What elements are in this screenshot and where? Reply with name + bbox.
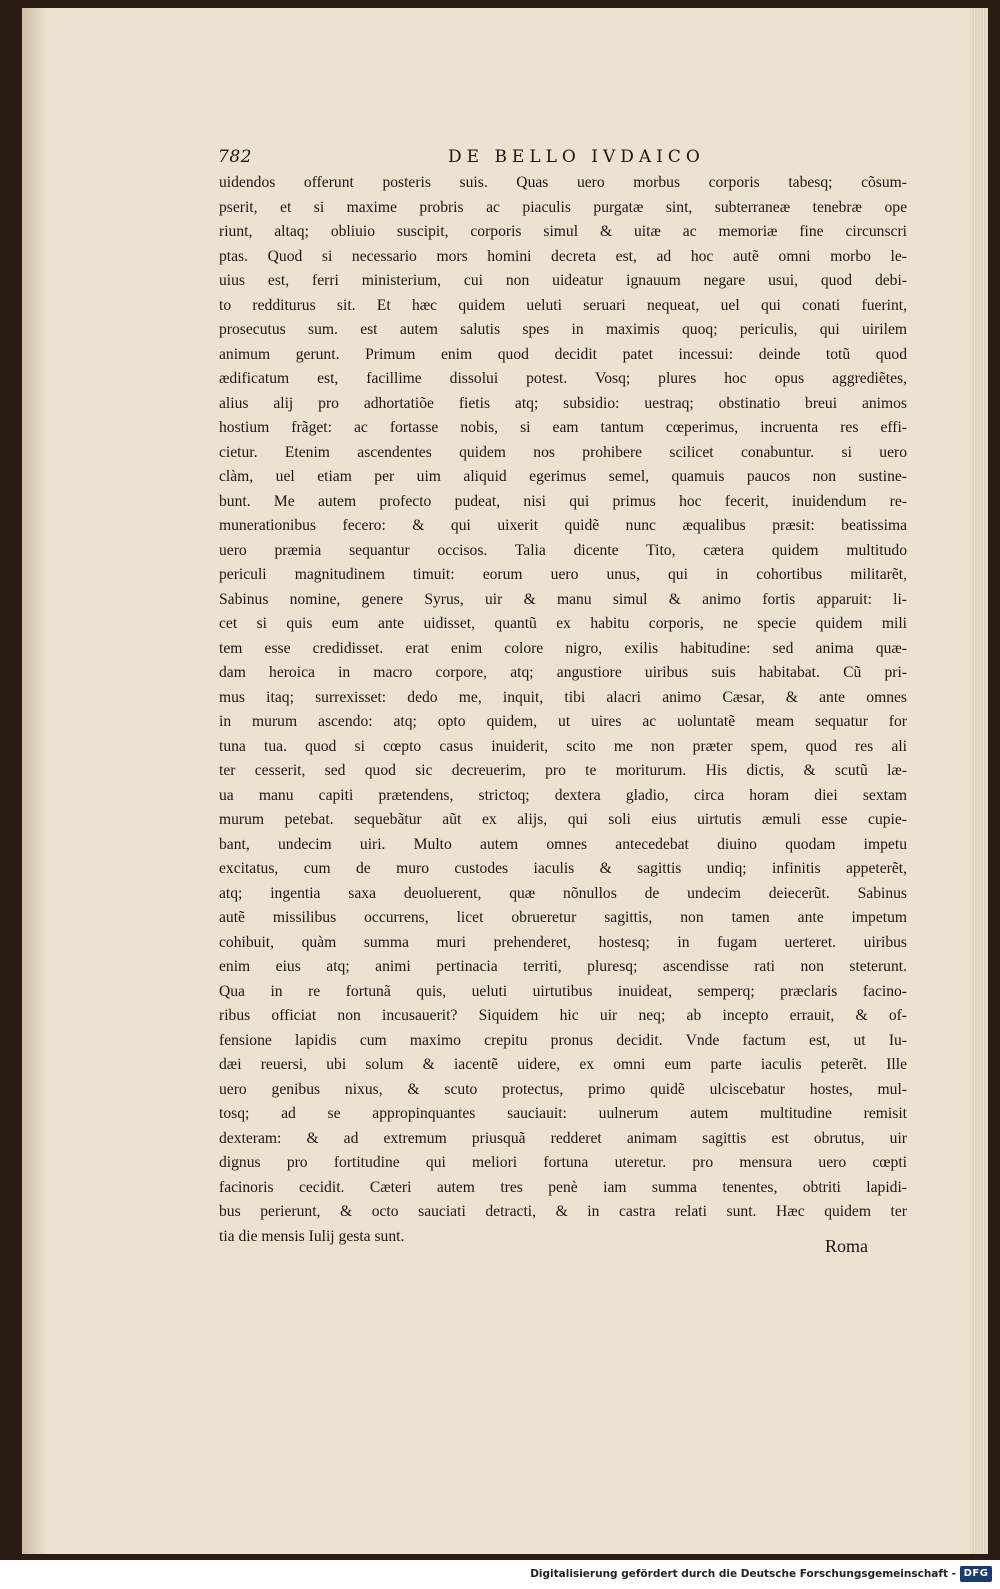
text-line: ter cesserit, sed quod sic decreuerim, pro te moriturum. His dictis, & scutũ læ- bbox=[219, 762, 907, 779]
page-title: DE BELLO IVDAICO bbox=[448, 147, 705, 167]
text-line: facinoris cecidit. Cæteri autem tres penè iam summa tenentes, obtriti lapidi- bbox=[219, 1178, 907, 1196]
text-line: enim eius atq; animi pertinacia territi, pluresq; ascendisse rati non steterunt. bbox=[219, 958, 907, 975]
running-head bbox=[218, 147, 908, 171]
text-line: dignus pro fortitudine qui meliori fortuna uteretur. pro mensura uero cœpti bbox=[219, 1154, 907, 1171]
text-line: bant, undecim uiri. Multo autem omnes antecedebat diuino quodam impetu bbox=[219, 835, 907, 853]
text-line: murum petebat. sequebãtur aũt ex alijs, qui soli eius uirtutis æmuli esse cupie- bbox=[219, 811, 907, 828]
text-line: tia die mensis Iulij gesta sunt. bbox=[219, 1227, 405, 1245]
text-line: munerationibus fecero: & qui uixerit quidẽ nunc æqualibus præsit: beatissima bbox=[219, 517, 907, 534]
text-line: ædificatum est, facillime dissolui potest. Vosq; plures hoc opus aggrediẽtes, bbox=[219, 370, 907, 387]
text-line: riunt, altaq; obliuio suscipit, corporis simul & uitæ ac memoriæ fine circunscri bbox=[219, 223, 907, 240]
text-line: ribus officiat non incusauerit? Siquidem hic uir neq; ab incepto errauit, & of- bbox=[219, 1007, 907, 1024]
text-line: excitatus, cum de muro custodes iaculis & sagittis undiq; infinitis appeterẽt, bbox=[219, 860, 907, 877]
text-line: Qua in re fortunã quis, ueluti uirtutibus inuideat, semperq; præclaris facino- bbox=[219, 982, 907, 1000]
text-line: tem esse credidisset. erat enim colore nigro, exilis habitudine: sed anima quæ- bbox=[219, 639, 907, 657]
text-line: tuna tua. quod si cœpto casus inuiderit, scito me non præter spem, quod res ali bbox=[219, 737, 907, 755]
page-number: 782 bbox=[218, 147, 252, 167]
gutter-shadow bbox=[22, 8, 48, 1554]
footer-credit: Digitalisierung gefördert durch die Deutsche Forschungsgemeinschaft - bbox=[530, 1568, 956, 1580]
text-line: uius est, ferri ministerium, cui non uideatur ignauum negare usui, quod debi- bbox=[219, 272, 907, 289]
text-line: bunt. Me autem profecto pudeat, nisi qui primus hoc fecerit, inuidendum re- bbox=[219, 492, 907, 510]
text-line: uero præmia sequantur occisos. Talia dicente Tito, cætera quidem multitudo bbox=[219, 541, 907, 559]
text-line: clàm, uel etiam per uim aliquid egerimus semel, quamuis paucos non sustine- bbox=[219, 468, 907, 485]
text-line: animum gerunt. Primum enim quod decidit patet incessui: deinde totũ quod bbox=[219, 345, 907, 363]
text-line: uero genibus nixus, & scuto protectus, primo quidẽ ulciscebatur hostes, mul- bbox=[219, 1080, 907, 1098]
text-line: dæi reuersi, ubi solum & iacentẽ uidere, ex omni eum parte iaculis peterẽt. Ille bbox=[219, 1056, 907, 1073]
text-line: uidendos offerunt posteris suis. Quas uero morbus corporis tabesq; cõsum- bbox=[219, 174, 907, 191]
text-line: cietur. Etenim ascendentes quidem nos prohibere scilicet conabuntur. si uero bbox=[219, 443, 907, 461]
text-line: Sabinus nomine, genere Syrus, uir & manu simul & animo fortis apparuit: li- bbox=[219, 590, 907, 608]
text-line: mus itaq; surrexisset: dedo me, inquit, tibi alacri animo Cæsar, & ante omnes bbox=[219, 688, 907, 706]
text-line: cohibuit, quàm summa muri prehenderet, hostesq; in fugam uerteret. uiribus bbox=[219, 933, 907, 951]
catchword: Roma bbox=[825, 1236, 868, 1256]
dfg-logo-icon: DFG bbox=[960, 1566, 992, 1582]
text-line: ua manu capiti prætendens, strictoq; dextera gladio, circa horam diei sextam bbox=[219, 786, 907, 804]
text-line: pserit, et si maxime probris ac piaculis purgatæ sint, subterraneæ tenebræ ope bbox=[219, 198, 907, 216]
text-line: prosecutus sum. est autem salutis spes in maximis quoq; periculis, qui uirilem bbox=[219, 321, 907, 338]
text-line: dexteram: & ad extremum priusquã redderet animam sagittis est obrutus, uir bbox=[219, 1129, 907, 1147]
text-line: bus perierunt, & octo sauciati detracti, & in castra relati sunt. Hæc quidem ter bbox=[219, 1203, 907, 1220]
text-line: hostium frãget: ac fortasse nobis, si eam tantum cœperimus, incruenta res effi- bbox=[219, 419, 907, 436]
text-line: in murum ascendo: atq; opto quidem, ut uires ac uoluntatẽ meam sequatur for bbox=[219, 713, 907, 730]
text-line: atq; ingentia saxa deuoluerent, quæ nõnullos de undecim deiecerũt. Sabinus bbox=[219, 884, 907, 902]
page-edges bbox=[970, 8, 988, 1554]
text-line: cet si quis eum ante uidisset, quantũ ex habitu corporis, ne specie quidem mili bbox=[219, 615, 907, 632]
text-line: to redditurus sit. Et hæc quidem ueluti seruari nequeat, uel qui conati fuerint, bbox=[219, 296, 907, 314]
body-text bbox=[219, 171, 907, 1249]
text-line: periculi magnitudinem timuit: eorum uero unus, qui in cohortibus militarẽt, bbox=[219, 566, 907, 583]
text-line: tosq; ad se appropinquantes sauciauit: uulnerum autem multitudine remisit bbox=[219, 1105, 907, 1122]
text-line: ptas. Quod si necessario mors homini decreta est, ad hoc autẽ omni morbo le- bbox=[219, 247, 907, 265]
text-line: alius alij pro adhortatiõe fietis atq; subsidio: uestraq; obstinatio breui animos bbox=[219, 394, 907, 412]
footer-bar bbox=[0, 1560, 1000, 1589]
text-line: fensione lapidis cum maximo crepitu pronus decidit. Vnde factum est, ut Iu- bbox=[219, 1031, 907, 1049]
text-line: dam heroica in macro corpore, atq; angustiore uiribus suis habitabat. Cũ pri- bbox=[219, 664, 907, 681]
text-line: autẽ missilibus occurrens, licet obrueretur sagittis, non tamen ante impetum bbox=[219, 909, 907, 926]
